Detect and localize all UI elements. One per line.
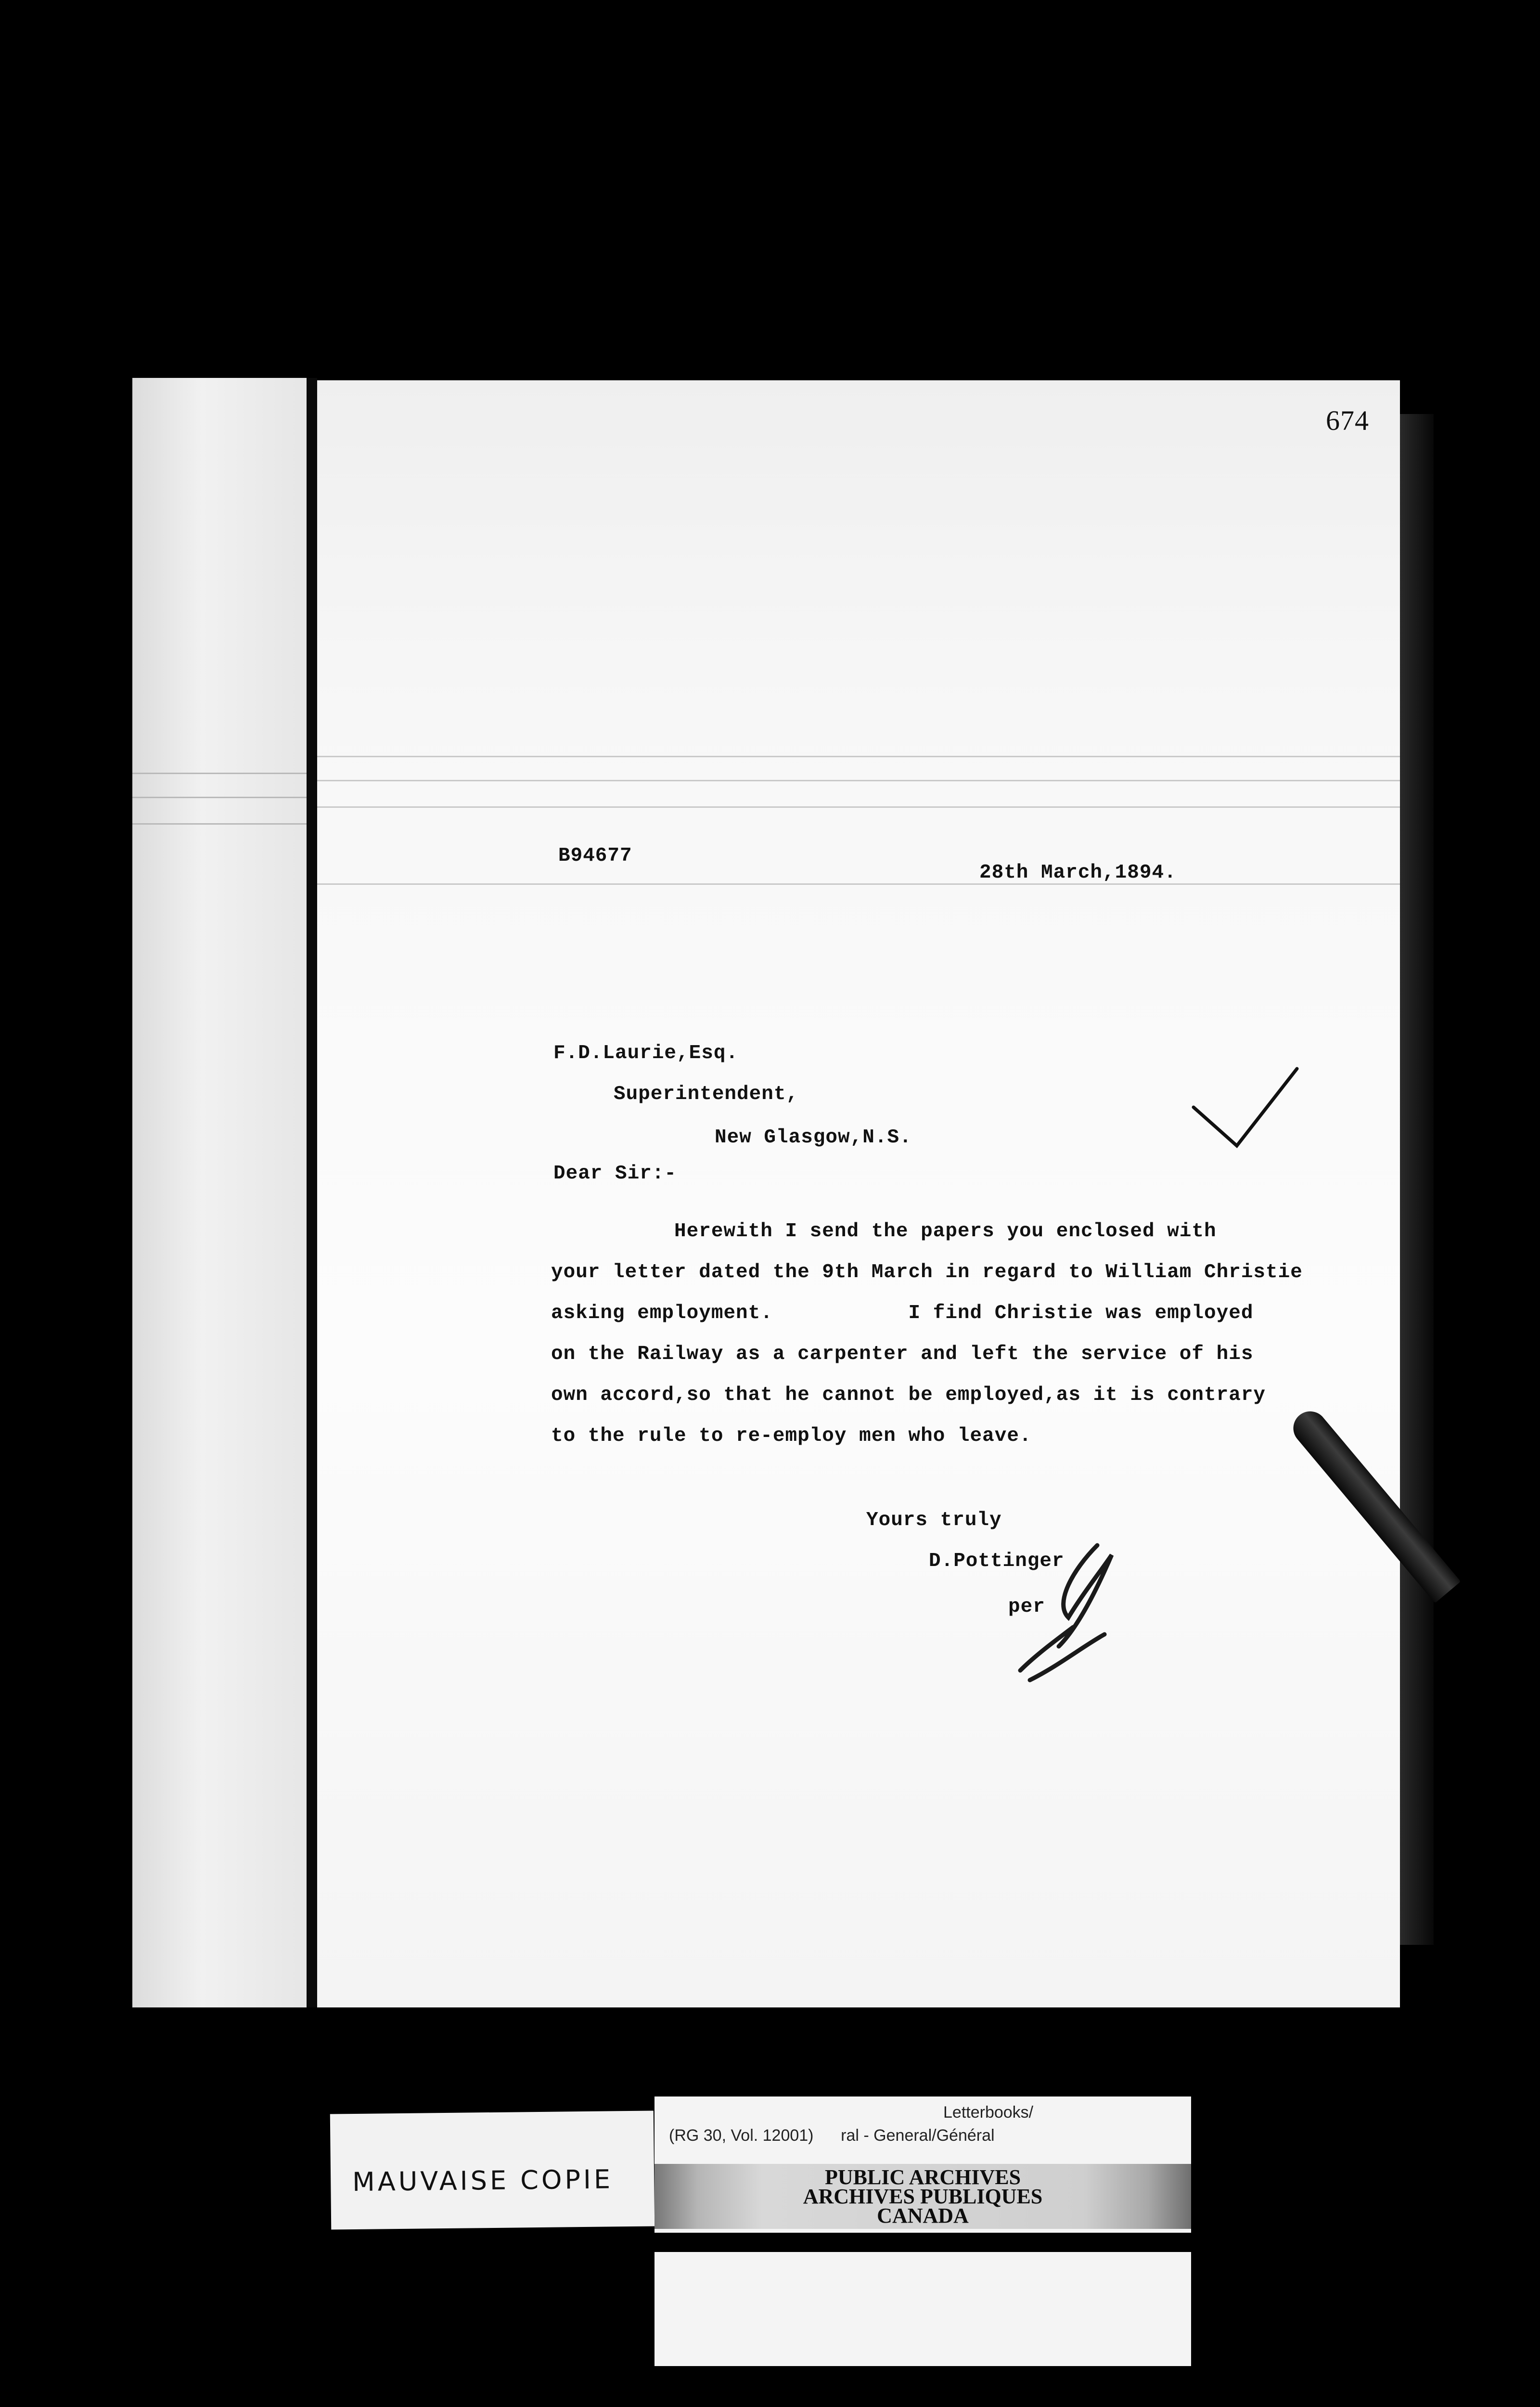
- flap-rule-line: [132, 823, 307, 825]
- per-note: per: [1008, 1596, 1045, 1618]
- label-divider: [654, 2233, 1191, 2252]
- copy-quality-label: [330, 2110, 654, 2229]
- file-reference: B94677: [558, 845, 632, 867]
- letter-body-line: on the Railway as a carpenter and left the service of his: [551, 1343, 1254, 1365]
- archive-label: [654, 2096, 1191, 2366]
- flap-rule-line: [132, 797, 307, 798]
- page-number: 674: [1326, 405, 1369, 436]
- recipient-title: Superintendent,: [614, 1083, 799, 1105]
- letter-body-line: Herewith I send the papers you enclosed with: [551, 1220, 1217, 1242]
- page-rule-line: [317, 756, 1400, 757]
- letter-page: [317, 380, 1400, 2007]
- letter-body-line: own accord,so that he cannot be employed,as it is contrary: [551, 1384, 1266, 1406]
- copy-quality-text: MAUVAISE COPIE: [352, 2164, 614, 2198]
- series-title: Letterbooks/: [943, 2103, 1034, 2122]
- archive-country: CANADA: [877, 2204, 969, 2227]
- archive-name-en: PUBLIC ARCHIVES: [824, 2165, 1021, 2189]
- handwritten-initials-icon: [1001, 1536, 1136, 1690]
- letter-body-line: to the rule to re-employ men who leave.: [551, 1425, 1032, 1447]
- salutation: Dear Sir:-: [553, 1163, 677, 1185]
- letter-body-line: asking employment. I find Christie was employed: [551, 1302, 1254, 1324]
- checkmark-icon: [1189, 1064, 1304, 1151]
- flap-rule-line: [132, 773, 307, 774]
- page-rule-line: [317, 806, 1400, 808]
- closing: Yours truly: [866, 1509, 1002, 1531]
- signatory-name: D.Pottinger: [929, 1550, 1065, 1572]
- page-edge-shadow: [1400, 414, 1434, 1945]
- left-page-flap: [132, 378, 307, 2007]
- letter-body-line: your letter dated the 9th March in regard to William Christie: [551, 1261, 1303, 1283]
- letter-date: 28th March,1894.: [979, 862, 1177, 884]
- recipient-name: F.D.Laurie,Esq.: [553, 1042, 739, 1064]
- archive-name-fr: ARCHIVES PUBLIQUES: [803, 2185, 1043, 2208]
- recipient-place: New Glasgow,N.S.: [715, 1126, 912, 1149]
- book-spine: [307, 378, 317, 2007]
- series-volume: (RG 30, Vol. 12001) ral - General/Général: [669, 2126, 995, 2145]
- page-rule-line: [317, 780, 1400, 781]
- page-rule-line: [317, 883, 1400, 885]
- archive-stamp: [654, 2164, 1191, 2229]
